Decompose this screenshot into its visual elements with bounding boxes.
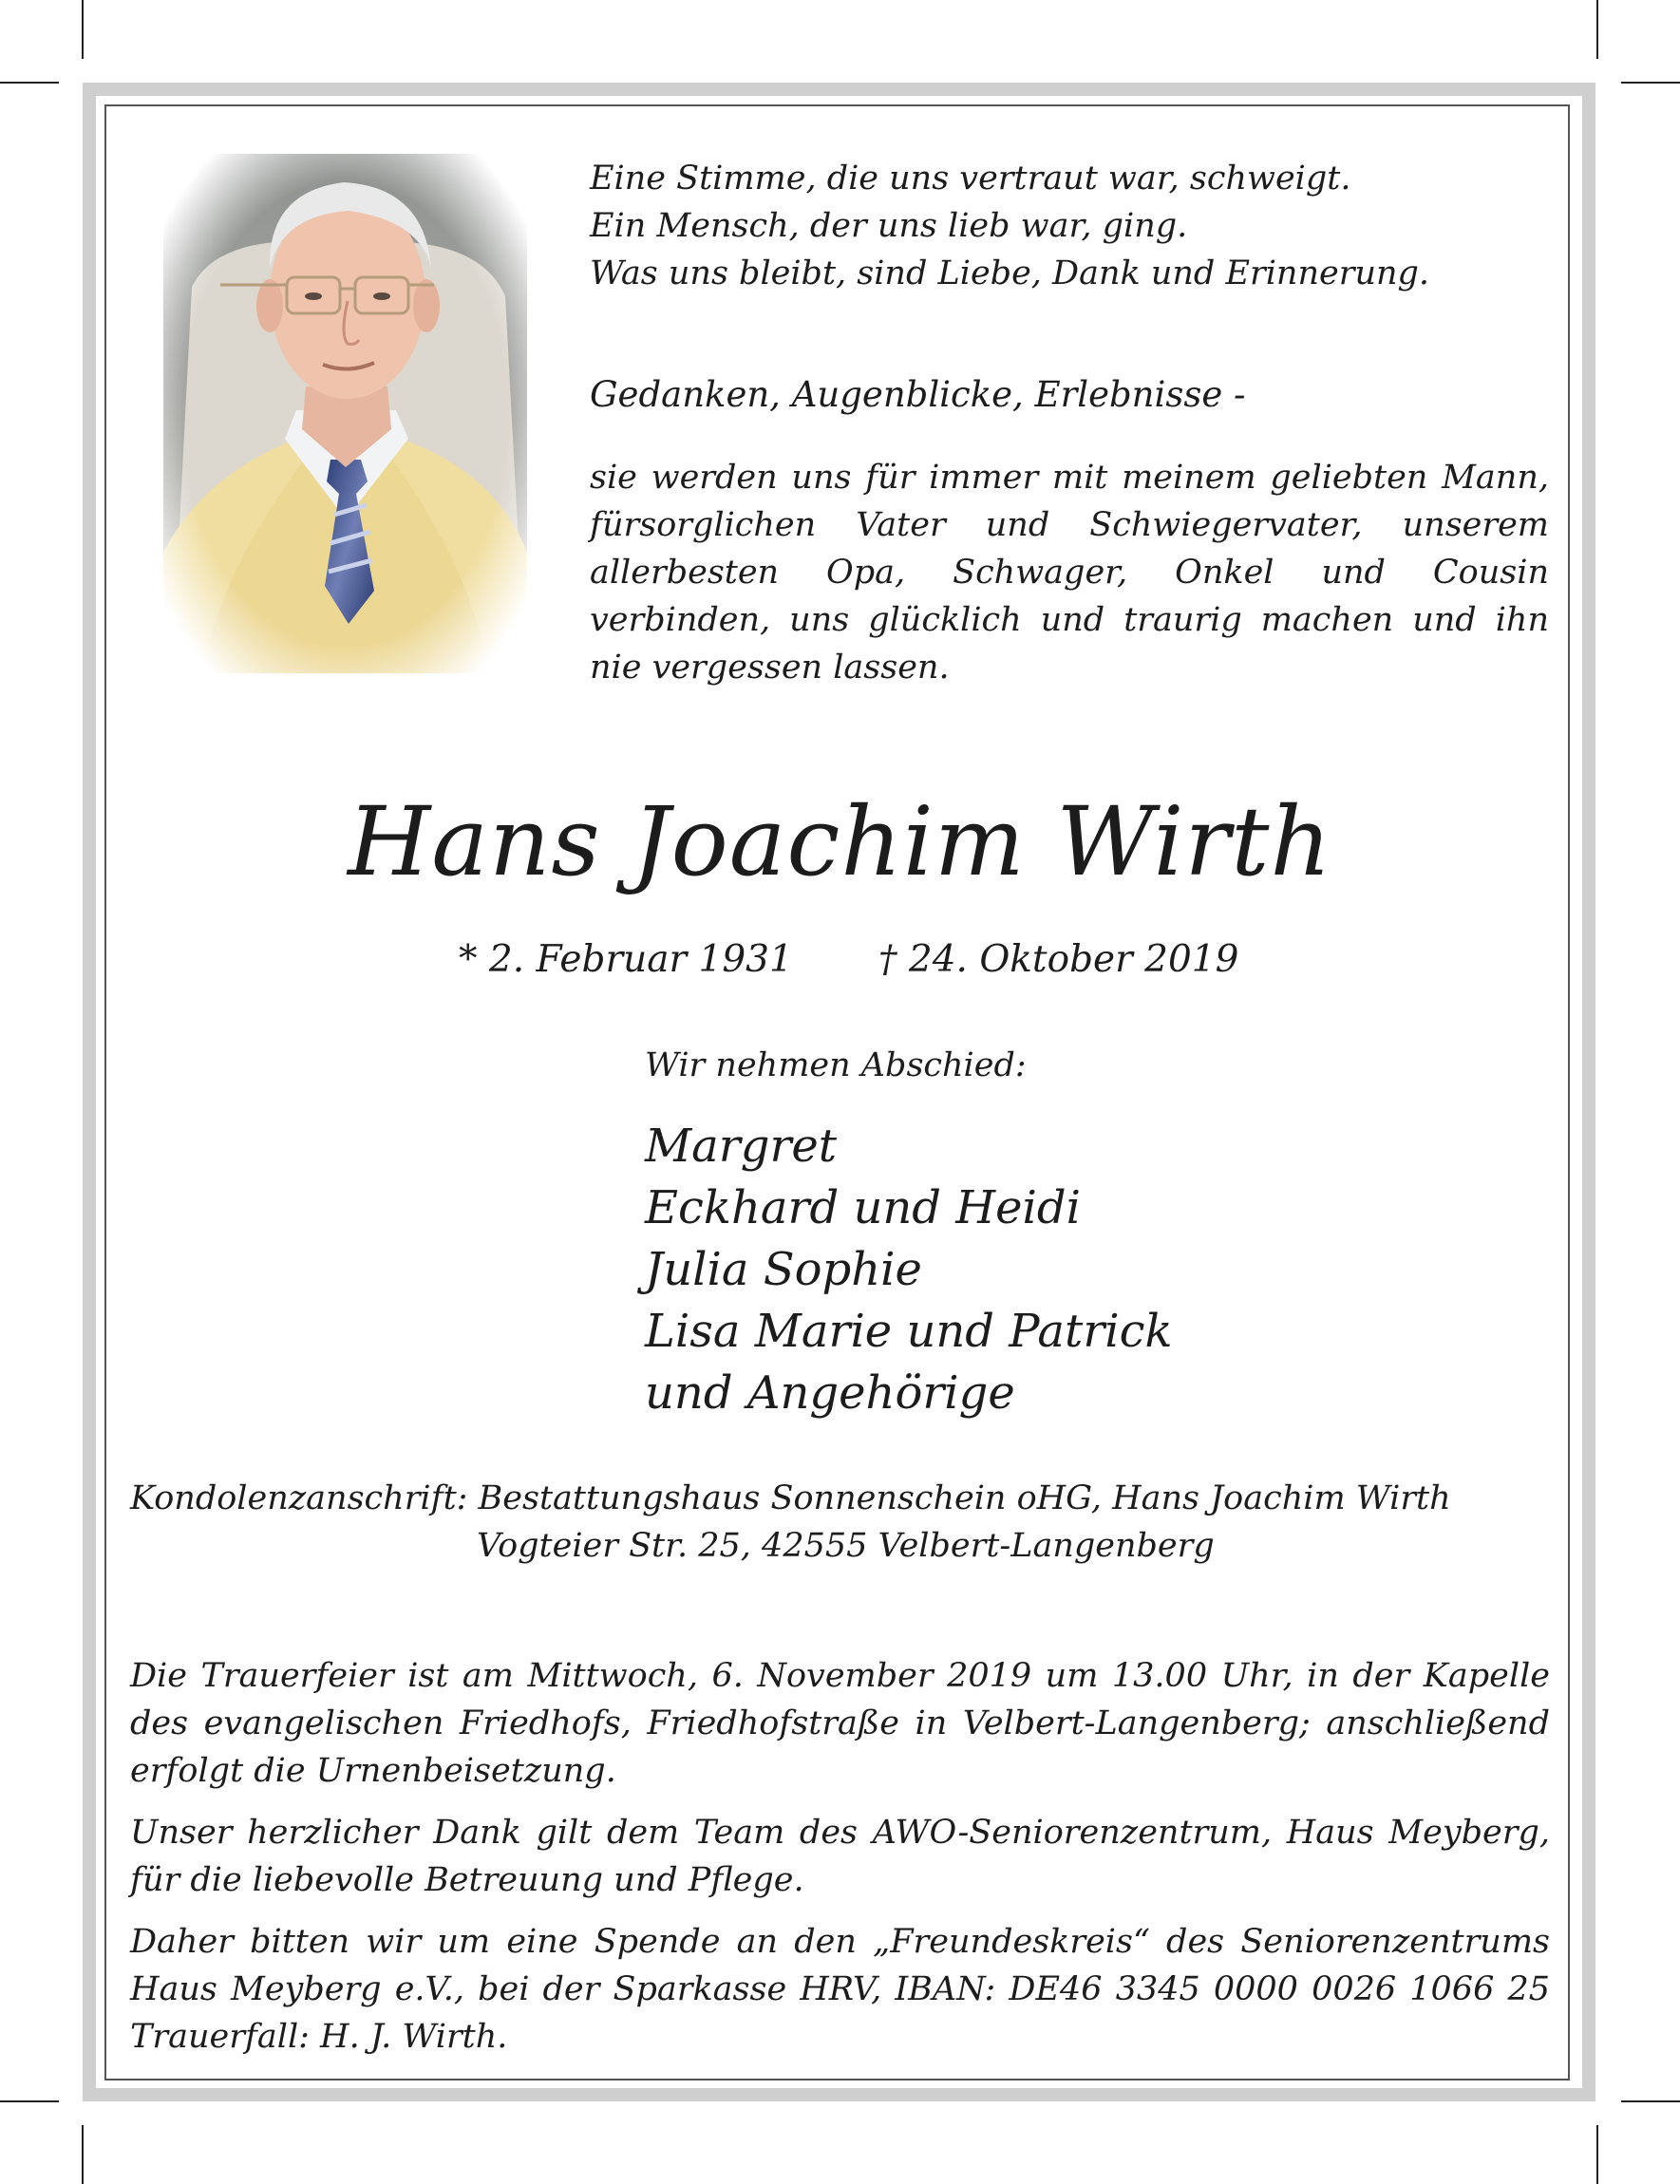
crop-mark-right-top [1621, 82, 1680, 84]
verse-line: Eine Stimme, die uns vertraut war, schweigt. [590, 160, 1351, 198]
condolence-line: Vogteier Str. 25, 42555 Velbert-Langenberg [477, 1527, 1215, 1565]
condolence-line: Kondolenzanschrift: Bestattungshaus Sonnenschein oHG, Hans Joachim Wirth [130, 1479, 1451, 1517]
thanks-paragraph: Unser herzlicher Dank gilt dem Team des AWO-Seniorenzentrum, Haus Meyberg, für die liebevolle Betreuung und Pflege. [130, 1814, 1550, 1899]
crop-mark-top-right [1596, 0, 1598, 59]
crop-mark-right-bottom [1621, 2100, 1680, 2102]
crop-mark-bottom-left [82, 2125, 84, 2184]
mourner-name: Julia Sophie [645, 1243, 922, 1296]
condolence-address [130, 1475, 1550, 1570]
opening-verse [590, 155, 1549, 297]
mourners-list [645, 1116, 1173, 1424]
portrait-photo [163, 154, 527, 673]
birth-date: * 2. Februar 1931 [459, 938, 793, 981]
mourner-name: Lisa Marie und Patrick [645, 1305, 1173, 1358]
farewell-label: Wir nehmen Abschied: [645, 1046, 1027, 1084]
verse-line: Was uns bleibt, sind Liebe, Dank und Erinnerung. [590, 254, 1430, 292]
mourner-name: Margret [645, 1120, 838, 1173]
mourner-name: und Angehörige [645, 1366, 1015, 1420]
crop-mark-bottom-right [1596, 2125, 1598, 2184]
crop-mark-left-bottom [0, 2100, 59, 2102]
deceased-name: Hans Joachim Wirth [348, 786, 1332, 897]
memory-paragraph: sie werden uns für immer mit meinem geliebten Mann, fürsorglichen Vater und Schwiegervater, unserem allerbesten Opa, Schwager, Onkel und Cousin verbinden, uns glücklich und traurig machen und ihn nie vergessen lassen. [590, 459, 1549, 687]
crop-mark-left-top [0, 82, 59, 84]
donation-paragraph: Daher bitten wir um eine Spende an den „Freundeskreis“ des Seniorenzentrums Haus Meyberg e.V., bei der Sparkasse HRV, IBAN: DE46 3345 0000 0026 1066 25 Trauerfall: H. J. Wirth. [130, 1923, 1550, 2056]
death-date: † 24. Oktober 2019 [878, 938, 1239, 981]
mourner-name: Eckhard und Heidi [645, 1181, 1081, 1234]
verse-line: Ein Mensch, der uns lieb war, ging. [590, 207, 1188, 245]
crop-mark-top-left [82, 0, 84, 59]
funeral-info-paragraph: Die Trauerfeier ist am Mittwoch, 6. November 2019 um 13.00 Uhr, in der Kapelle des evangelischen Friedhofs, Friedhofstraße in Velbert-Langenberg; anschließend erfolgt die Urnenbeisetzung. [130, 1657, 1550, 1790]
thoughts-heading: Gedanken, Augenblicke, Erlebnisse - [590, 374, 1246, 415]
